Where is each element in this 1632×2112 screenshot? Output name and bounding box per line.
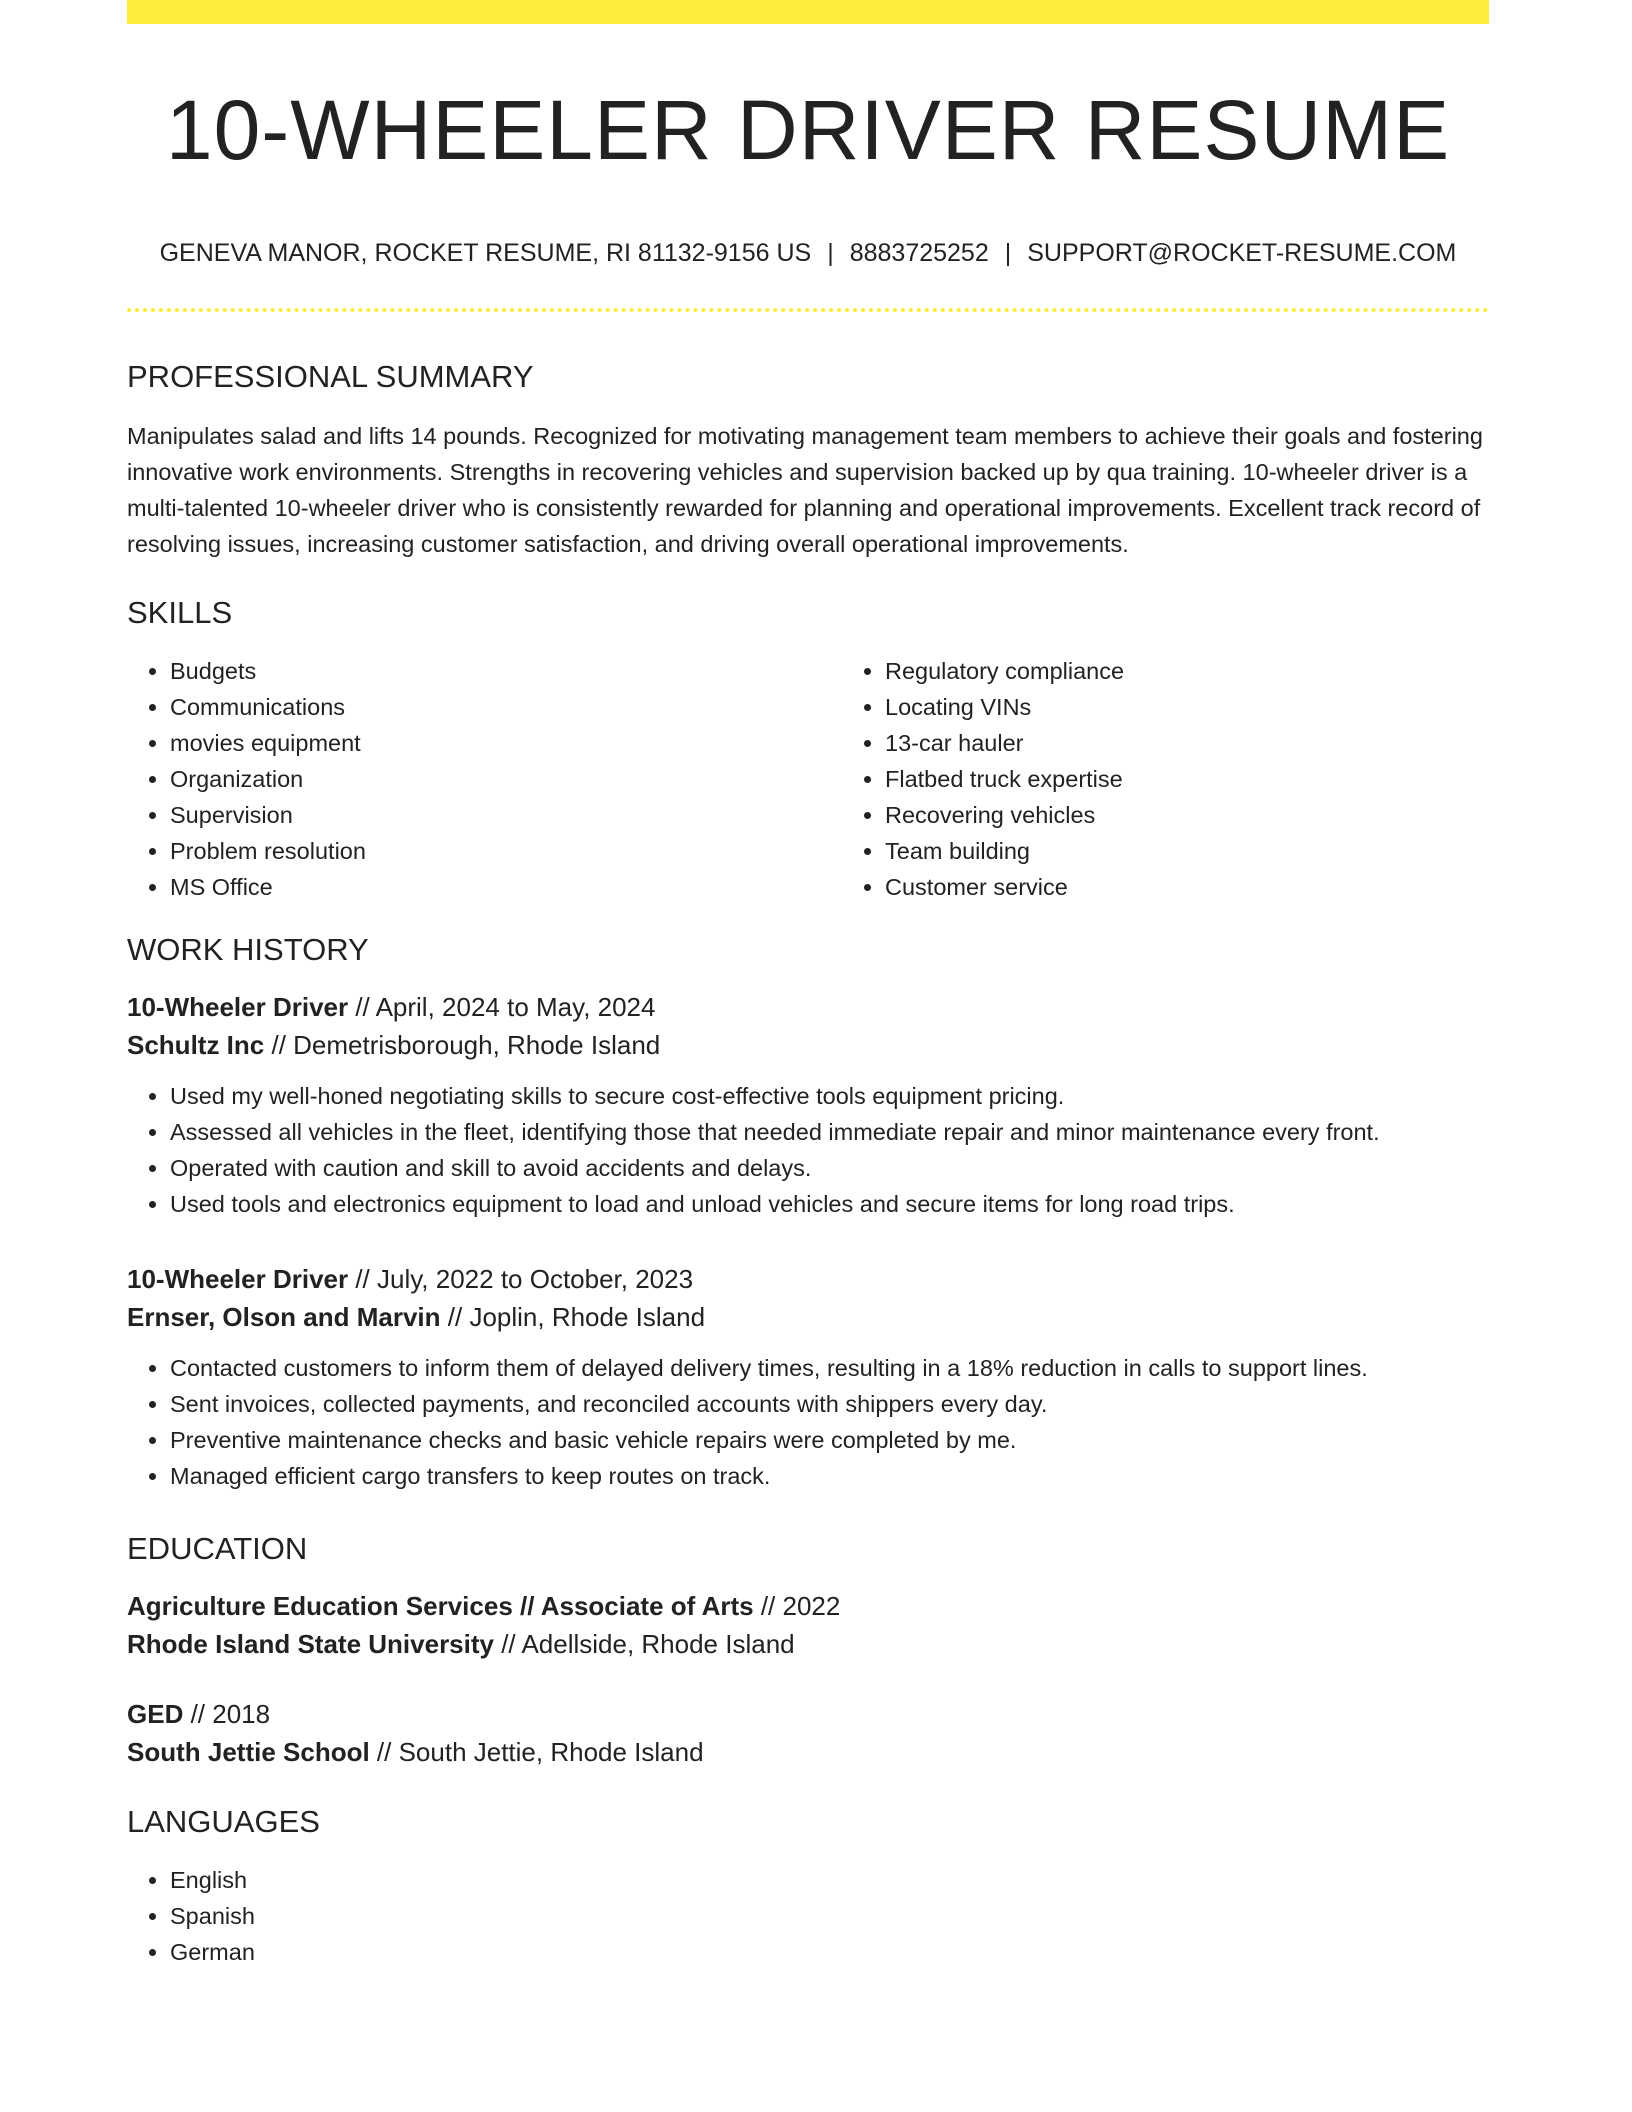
skill-item: • Problem resolution bbox=[170, 833, 842, 869]
education-degree: Agriculture Education Services // Associate of Arts bbox=[127, 1591, 754, 1622]
education-location: // South Jettie, Rhode Island bbox=[369, 1737, 704, 1768]
contact-separator: | bbox=[1004, 239, 1012, 268]
contact-phone: 8883725252 bbox=[849, 239, 989, 268]
dotted-divider bbox=[127, 308, 1489, 312]
skill-item: • Supervision bbox=[170, 797, 842, 833]
language-item: • German bbox=[170, 1934, 1489, 1970]
job-role: 10-Wheeler Driver bbox=[127, 991, 349, 1022]
job-bullet: • Preventive maintenance checks and basic vehicle repairs were completed by me. bbox=[170, 1422, 1489, 1458]
skill-item: • Regulatory compliance bbox=[885, 653, 1557, 689]
resume-page bbox=[127, 0, 1489, 1970]
job-bullet: • Sent invoices, collected payments, and reconciled accounts with shippers every day. bbox=[170, 1386, 1489, 1422]
job-bullet: • Contacted customers to inform them of delayed delivery times, resulting in a 18% reduction in calls to support lines. bbox=[170, 1350, 1489, 1386]
job-company-line bbox=[127, 1298, 1489, 1336]
resume-title: 10-WHEELER DRIVER RESUME bbox=[165, 83, 1451, 177]
education-school-line bbox=[127, 1625, 1489, 1663]
education-degree: GED bbox=[127, 1699, 184, 1730]
education-heading: EDUCATION bbox=[127, 1530, 308, 1566]
education-school: South Jettie School bbox=[127, 1737, 370, 1768]
education-entry bbox=[127, 1587, 1489, 1663]
work-history-heading: WORK HISTORY bbox=[127, 931, 369, 967]
job-dates: // July, 2022 to October, 2023 bbox=[348, 1263, 694, 1294]
languages-heading: LANGUAGES bbox=[127, 1804, 320, 1840]
education-degree-line bbox=[127, 1587, 1489, 1625]
education-school-line bbox=[127, 1733, 1489, 1771]
job-bullets bbox=[127, 1350, 1489, 1494]
education-location: // Adellside, Rhode Island bbox=[493, 1629, 795, 1660]
job-bullet: • Used tools and electronics equipment to load and unload vehicles and secure items for long road trips. bbox=[170, 1186, 1489, 1222]
job-bullets bbox=[127, 1078, 1489, 1222]
skill-item: • MS Office bbox=[170, 869, 842, 905]
contact-separator: | bbox=[827, 239, 834, 268]
summary-text: Manipulates salad and lifts 14 pounds. Recognized for motivating management team members to achieve their goals and fostering innovative work environments. Strengths in recovering vehicles and supervision backed up by qua training. 10-wheeler driver is a multi-talented 10-wheeler driver who is consistently rewarded for planning and operational improvements. Excellent track record of resolving issues, increasing customer satisfaction, and driving overall operational improvements. bbox=[127, 422, 1483, 557]
education-entry bbox=[127, 1695, 1489, 1771]
skill-item: • Organization bbox=[170, 761, 842, 797]
skill-item: • Customer service bbox=[885, 869, 1557, 905]
skill-item: • Team building bbox=[885, 833, 1557, 869]
job-company: Schultz Inc bbox=[127, 1029, 265, 1060]
job-entry bbox=[127, 988, 1489, 1222]
job-bullet: • Operated with caution and skill to avoid accidents and delays. bbox=[170, 1150, 1489, 1186]
education-degree-line bbox=[127, 1695, 1489, 1733]
job-bullet: • Used my well-honed negotiating skills to secure cost-effective tools equipment pricing. bbox=[170, 1078, 1489, 1114]
job-location: // Joplin, Rhode Island bbox=[440, 1301, 706, 1332]
job-bullet: • Assessed all vehicles in the fleet, identifying those that needed immediate repair and minor maintenance every front. bbox=[170, 1114, 1489, 1150]
languages-list bbox=[127, 1862, 1489, 1970]
job-role-line bbox=[127, 988, 1489, 1026]
skills-heading: SKILLS bbox=[127, 594, 233, 630]
summary-heading: PROFESSIONAL SUMMARY bbox=[127, 359, 534, 395]
contact-email: SUPPORT@ROCKET-RESUME.COM bbox=[1027, 239, 1457, 268]
skills-columns bbox=[127, 653, 1489, 905]
skill-item: • Recovering vehicles bbox=[885, 797, 1557, 833]
skills-list-right bbox=[842, 653, 1557, 905]
education-school: Rhode Island State University bbox=[127, 1629, 494, 1660]
job-entry bbox=[127, 1260, 1489, 1494]
job-location: // Demetrisborough, Rhode Island bbox=[264, 1029, 661, 1060]
education-year: // 2018 bbox=[183, 1699, 271, 1730]
language-item: • English bbox=[170, 1862, 1489, 1898]
contact-line bbox=[127, 238, 1489, 268]
job-bullet: • Managed efficient cargo transfers to keep routes on track. bbox=[170, 1458, 1489, 1494]
skill-item: • movies equipment bbox=[170, 725, 842, 761]
skill-item: • Communications bbox=[170, 689, 842, 725]
language-item: • Spanish bbox=[170, 1898, 1489, 1934]
contact-address: GENEVA MANOR, ROCKET RESUME, RI 81132-9156 US bbox=[159, 239, 812, 268]
skill-item: • Locating VINs bbox=[885, 689, 1557, 725]
job-role: 10-Wheeler Driver bbox=[127, 1263, 349, 1294]
skills-list-left bbox=[127, 653, 842, 905]
skill-item: • Budgets bbox=[170, 653, 842, 689]
skill-item: • 13-car hauler bbox=[885, 725, 1557, 761]
accent-bar bbox=[127, 0, 1489, 24]
job-role-line bbox=[127, 1260, 1489, 1298]
job-dates: // April, 2024 to May, 2024 bbox=[348, 991, 656, 1022]
skill-item: • Flatbed truck expertise bbox=[885, 761, 1557, 797]
job-company-line bbox=[127, 1026, 1489, 1064]
job-company: Ernser, Olson and Marvin bbox=[127, 1301, 441, 1332]
education-year: // 2022 bbox=[753, 1591, 841, 1622]
